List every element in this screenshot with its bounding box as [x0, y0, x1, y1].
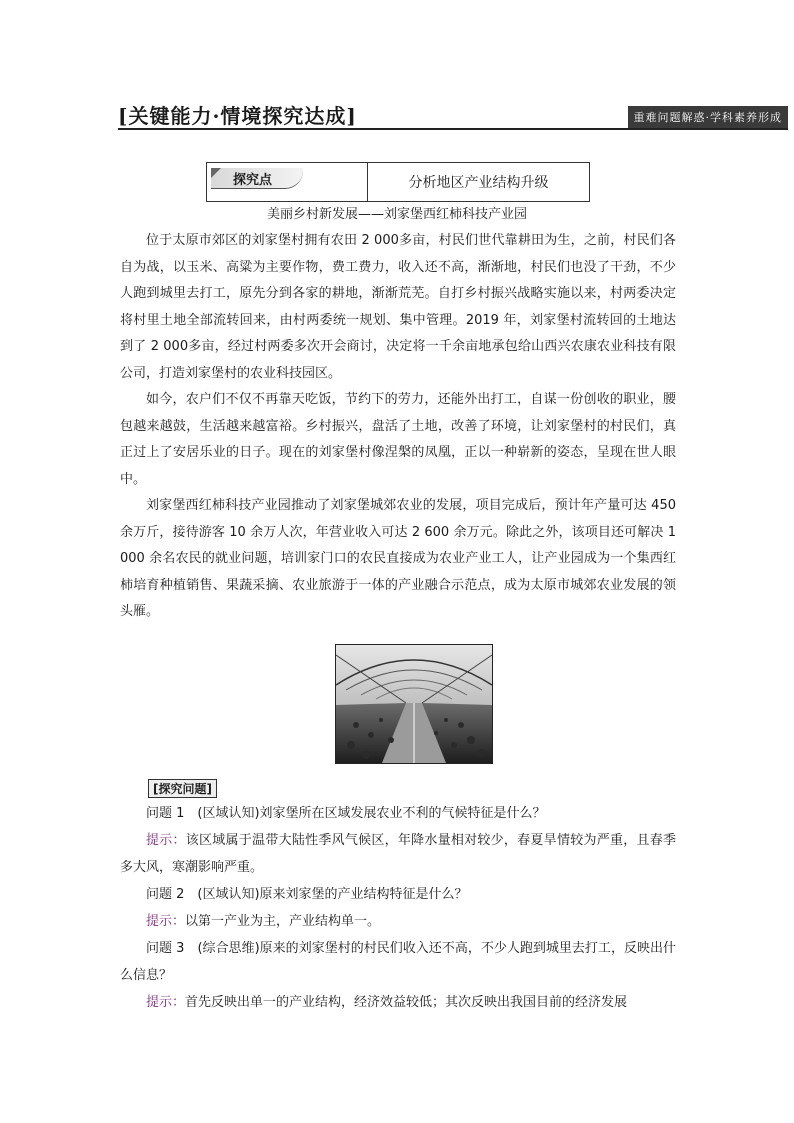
explore-point-box — [206, 162, 590, 202]
hint-label: 提示： — [146, 833, 186, 848]
question-2: 问题 2 (区域认知)原来刘家堡的产业结构特征是什么？ — [146, 887, 468, 902]
page-header — [118, 100, 788, 130]
hint-1 — [120, 827, 676, 881]
question-3: 问题 3 (综合思维)原来的刘家堡村的村民们收入还不高，不少人跑到城里去打工，反映出什么信息？ — [120, 941, 676, 983]
hint-text: 该区域属于温带大陆性季风气候区，年降水量相对较少，春夏旱情较为严重，且春季多大风，寒潮影响严重。 — [120, 833, 676, 875]
hint-label: 提示： — [146, 914, 186, 929]
inquiry-questions — [120, 800, 676, 1016]
article-body — [120, 228, 676, 626]
explore-point-topic: 分析地区产业结构升级 — [408, 175, 549, 191]
explore-point-label: 探究点 — [233, 173, 273, 188]
hint-label: 提示： — [146, 995, 186, 1010]
inquiry-questions-heading: [探究问题] — [148, 779, 217, 798]
section-tag: 重难问题解惑·学科素养形成 — [628, 106, 789, 128]
hint-3 — [120, 989, 676, 1016]
section-title: [关键能力·情境探究达成] — [118, 104, 357, 128]
article-paragraph: 位于太原市郊区的刘家堡村拥有农田 2 000多亩，村民们世代靠耕田为生，之前，村民们各自为战，以玉米、高粱为主要作物，费工费力，收入还不高，渐渐地，村民们也没了干劲，不少人跑到城里去打工，原先分到各家的耕地，渐渐荒芜。自打乡村振兴战略实施以来，村两委决定将村里土地全部流转回来，由村两委统一规划、集中管理。2019 年，刘家堡村流转回的土地达到了 2 000多亩，经过村两委多次开会商讨，决定将一千余亩地承包给山西兴农康农业科技有限公司，打造刘家堡村的农业科技园区。 — [120, 233, 676, 381]
hint-text: 以第一产业为主，产业结构单一。 — [185, 914, 381, 929]
explore-point-label-cell — [207, 163, 368, 201]
hint-text: 首先反映出单一的产业结构，经济效益较低；其次反映出我国目前的经济发展 — [185, 995, 628, 1010]
article-paragraph: 刘家堡西红柿科技产业园推动了刘家堡城郊农业的发展，项目完成后，预计年产量可达 450 余万斤，接待游客 10 余万人次，年营业收入可达 2 600 余万元。除此之外，该项目还可解决 1 000 余名农民的就业问题，培训家门口的农民直接成为农业产业工人，让产业园成为一个集西红柿培育种植销售、果蔬采摘、农业旅游于一体的产业融合示范点，成为太原市城郊农业发展的领头雁。 — [120, 498, 676, 619]
hint-2 — [120, 908, 676, 935]
article-paragraph: 如今，农户们不仅不再靠天吃饭，节约下的劳力，还能外出打工，自谋一份创收的职业，腰包越来越鼓，生活越来越富裕。乡村振兴，盘活了土地，改善了环境，让刘家堡村的村民们，真正过上了安居乐业的日子。现在的刘家堡村像涅槃的凤凰，正以一种崭新的姿态，呈现在世人眼中。 — [120, 392, 676, 487]
greenhouse-photo-illustration — [336, 645, 492, 763]
question-1: 问题 1 (区域认知)刘家堡所在区域发展农业不利的气候特征是什么？ — [146, 806, 546, 821]
article-title: 美丽乡村新发展——刘家堡西红柿科技产业园 — [266, 207, 527, 222]
greenhouse-photo — [335, 644, 493, 764]
